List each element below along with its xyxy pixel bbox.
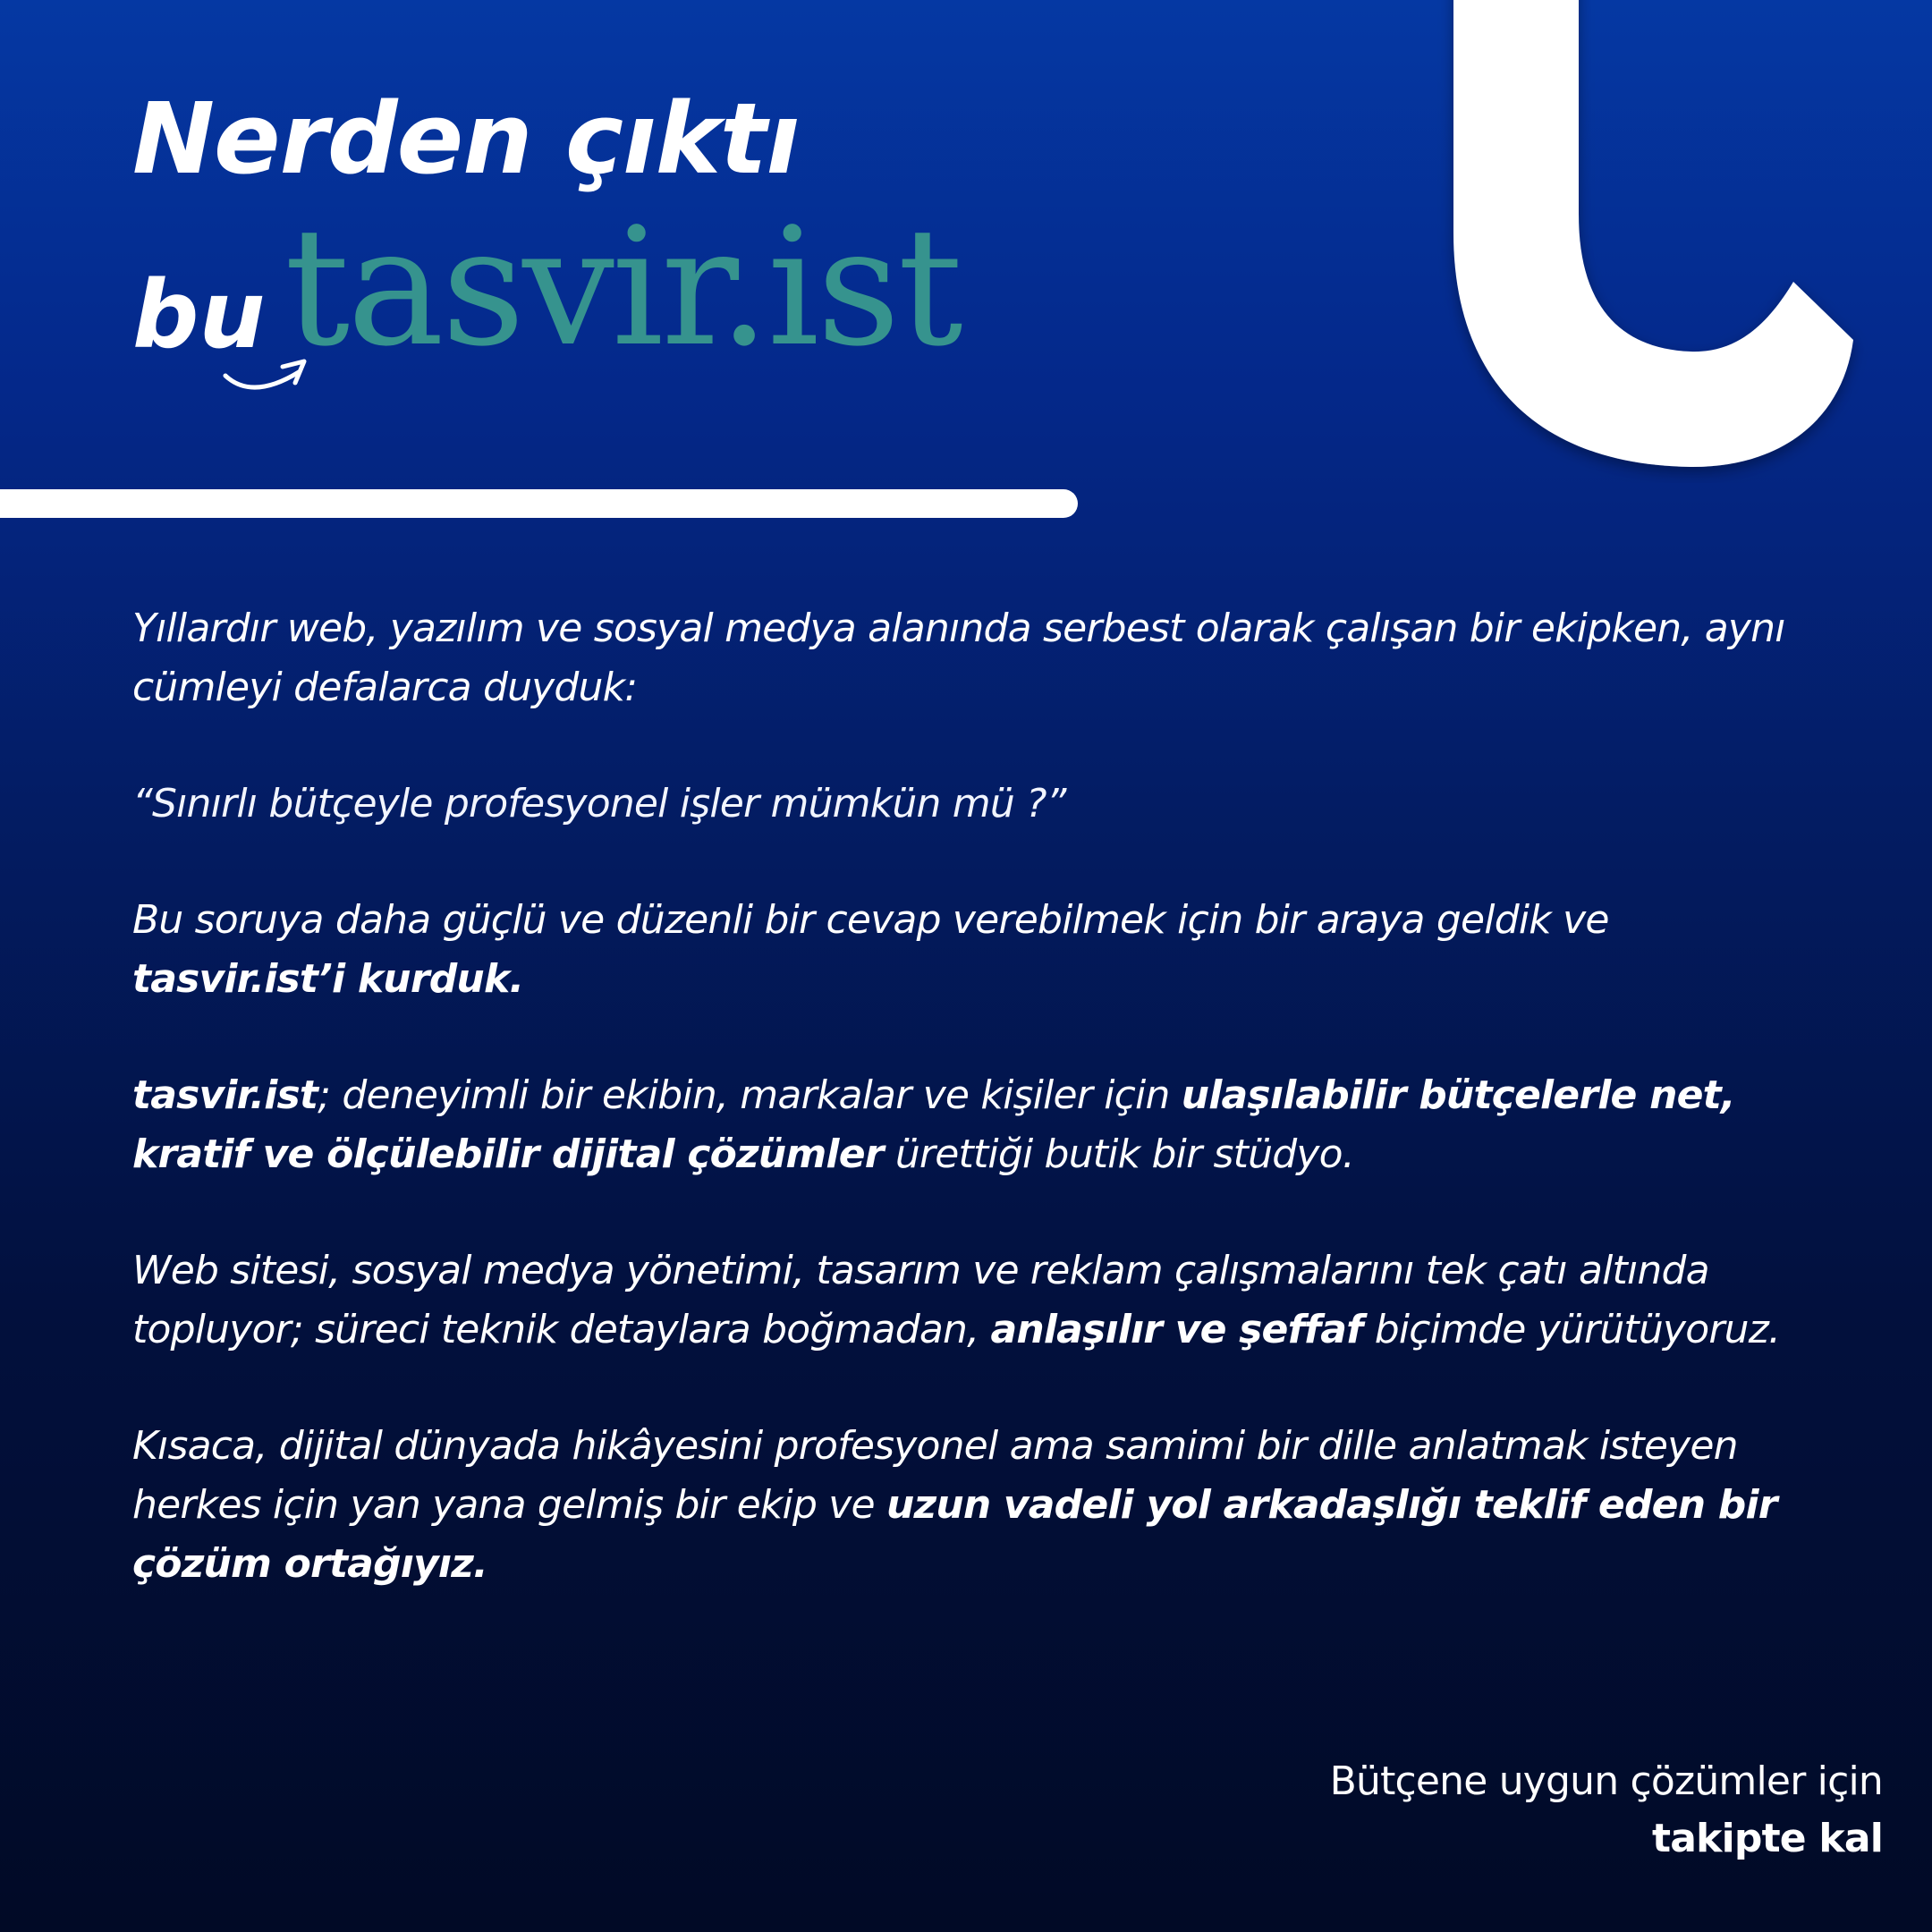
bu-word: bu (132, 260, 266, 369)
paragraph-quote (132, 775, 1823, 834)
services-text: Web sitesi, sosyal medya yönetimi, tasarım ve reklam çalışmalarını tek çatı altında topluyor; süreci teknik detaylara boğmadan, (132, 1248, 1709, 1352)
cta-line-2: takipte kal (1652, 1816, 1883, 1861)
paragraph-founding (132, 891, 1823, 1009)
body-text (132, 599, 1823, 1651)
studio-text: ; deneyimli bir ekibin, markalar ve kişiler için (318, 1072, 1182, 1118)
founding-text: Bu soruya daha güçlü ve düzenli bir cevap verebilmek için bir araya geldik ve (132, 897, 1609, 943)
quote-text: “Sınırlı bütçeyle profesyonel işler mümkün mü ?” (132, 781, 1066, 826)
services-bold: anlaşılır ve şeffaf (990, 1307, 1363, 1352)
tasvir-logo-mark-icon (1395, 0, 1896, 483)
studio-brand-bold: tasvir.ist (132, 1072, 318, 1118)
founding-bold: tasvir.ist’i kurduk. (132, 956, 524, 1002)
divider-bar (0, 489, 1078, 518)
services-text-end: biçimde yürütüyoruz. (1362, 1307, 1781, 1352)
paragraph-intro (132, 599, 1823, 717)
studio-bold: ulaşılabilir bütçelerle net, kratif ve ölçülebilir dijital çözümler (132, 1072, 1735, 1177)
paragraph-summary (132, 1417, 1823, 1594)
paragraph-studio (132, 1066, 1823, 1184)
cta-line-1: Bütçene uygun çözümler için (1329, 1758, 1883, 1804)
intro-text: Yıllardır web, yazılım ve sosyal medya alanında serbest olarak çalışan bir ekipken, aynı cümleyi defalarca duyduk: (132, 606, 1785, 710)
summary-text: Kısaca, dijital dünyada hikâyesini profesyonel ama samimi bir dille anlatmak isteyen herkes için yan yana gelmiş bir ekip ve (132, 1423, 1738, 1528)
paragraph-services (132, 1241, 1823, 1360)
studio-text-end: ürettiği butik bir stüdyo. (883, 1131, 1354, 1177)
call-to-action (1330, 1753, 1883, 1868)
summary-bold: uzun vadeli yol arkadaşlığı teklif eden bir çözüm ortağıyız. (132, 1482, 1777, 1587)
tasvir-ist-logo: tasvir.ist (284, 192, 961, 382)
page-title: Nerden çıktı (132, 81, 800, 196)
